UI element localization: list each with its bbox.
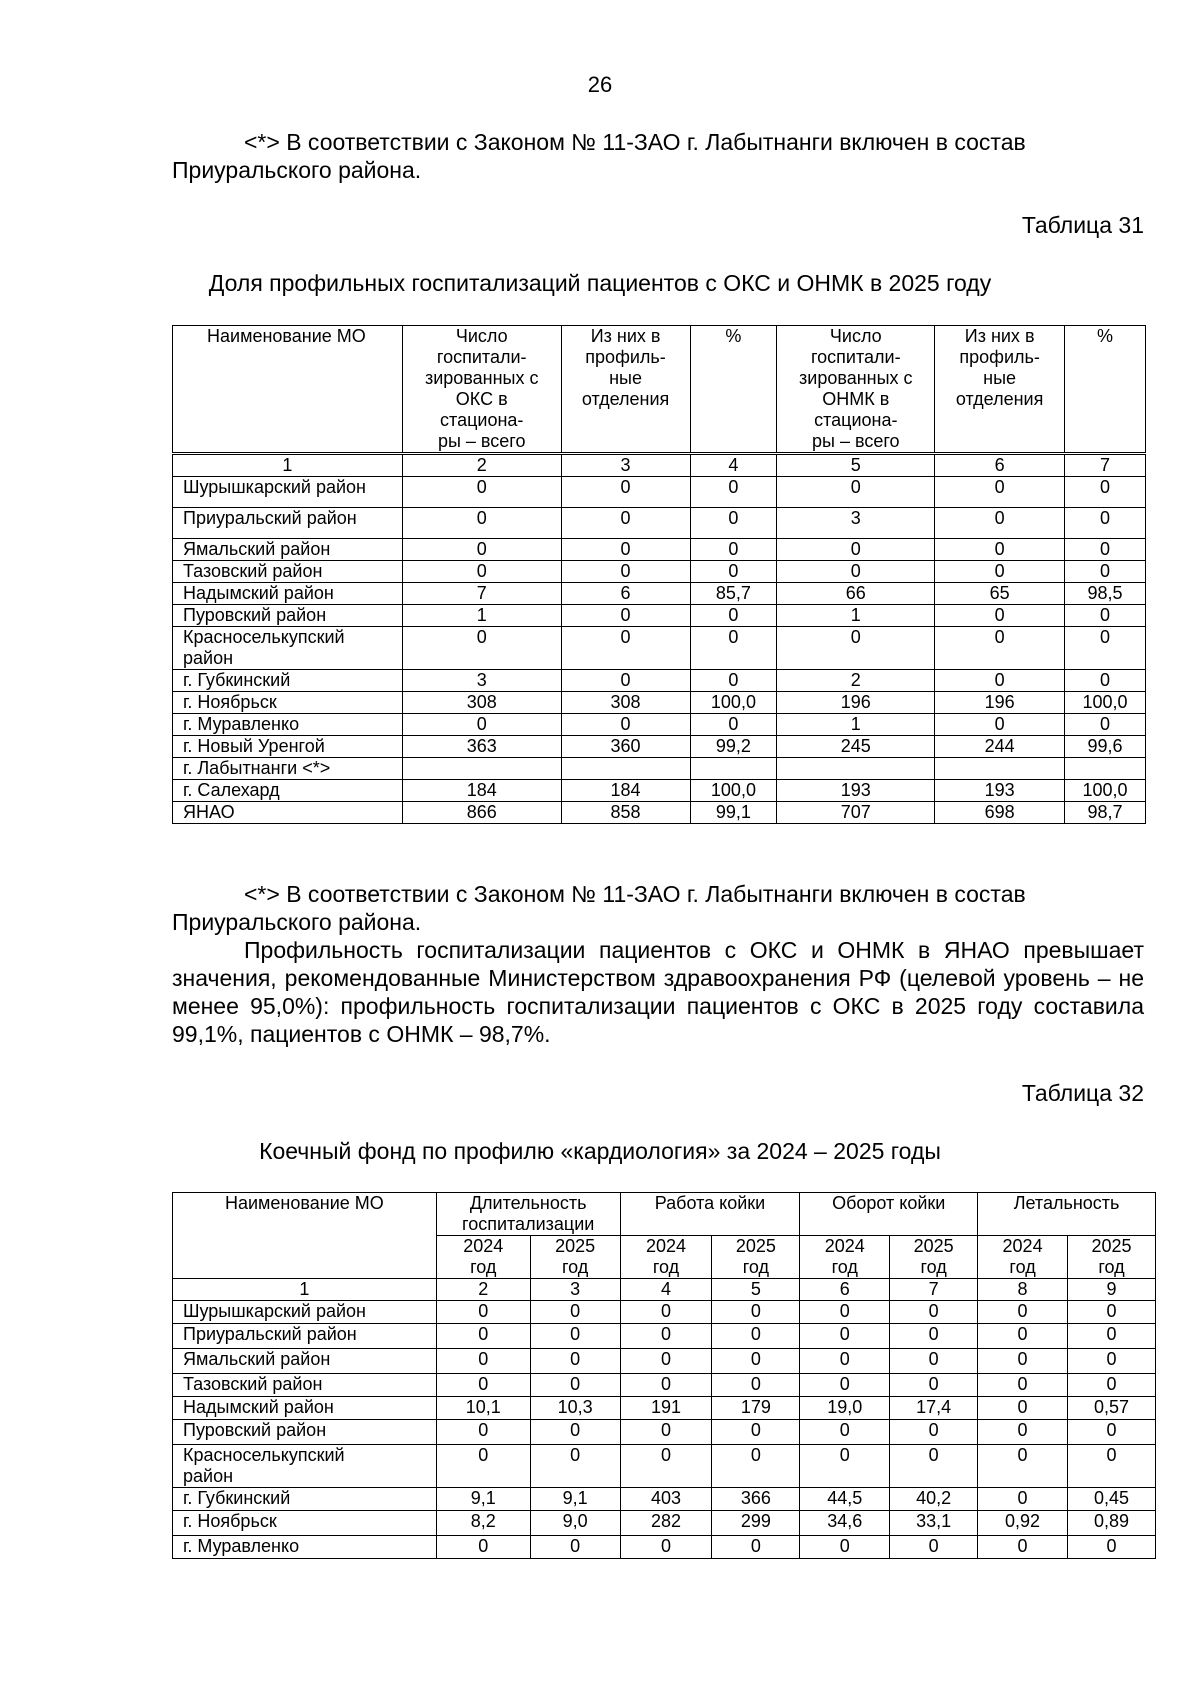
value-cell: 0,45	[1068, 1488, 1156, 1511]
table-header-cell: Из них в профиль- ные отделения	[935, 326, 1065, 454]
value-cell: 0	[935, 714, 1065, 736]
value-cell: 191	[620, 1397, 712, 1420]
value-cell	[690, 758, 777, 780]
mo-name-cell: Шурышкарский район	[173, 1301, 437, 1324]
value-cell: 0	[890, 1374, 978, 1397]
table-row	[173, 1397, 1156, 1420]
year-header-cell: 2025 год	[530, 1236, 620, 1279]
table-row	[173, 1301, 1156, 1324]
value-cell: 0	[978, 1420, 1068, 1445]
table-row	[173, 736, 1146, 758]
mo-name-cell: г. Новый Уренгой	[173, 736, 403, 758]
year-header-cell: 2025 год	[1068, 1236, 1156, 1279]
mo-name-cell: г. Губкинский	[173, 670, 403, 692]
table31-label: Таблица 31	[1021, 212, 1144, 238]
column-number-cell: 4	[620, 1279, 712, 1301]
value-cell: 0	[530, 1349, 620, 1374]
value-cell: 0	[530, 1536, 620, 1559]
value-cell: 0	[1065, 539, 1146, 561]
value-cell: 0	[800, 1420, 890, 1445]
value-cell: 0	[1065, 605, 1146, 627]
value-cell	[561, 758, 690, 780]
mo-name-cell: г. Ноябрьск	[173, 692, 403, 714]
group-header-cell: Длительность госпитализации	[436, 1193, 620, 1236]
value-cell: 0	[935, 627, 1065, 670]
mo-name-cell: Ямальский район	[173, 539, 403, 561]
column-number-row	[173, 454, 1146, 477]
value-cell: 244	[935, 736, 1065, 758]
column-number-cell: 5	[712, 1279, 800, 1301]
year-header-cell: 2024 год	[620, 1236, 712, 1279]
mo-name-cell: Красноселькупский район	[173, 627, 403, 670]
value-cell: 0	[402, 539, 561, 561]
value-cell: 0	[561, 670, 690, 692]
value-cell: 193	[777, 780, 935, 802]
value-cell: 0	[1068, 1349, 1156, 1374]
value-cell: 0	[436, 1374, 530, 1397]
value-cell: 0	[530, 1324, 620, 1349]
value-cell: 0	[436, 1324, 530, 1349]
year-header-cell: 2024 год	[978, 1236, 1068, 1279]
value-cell: 0	[890, 1301, 978, 1324]
value-cell: 866	[402, 802, 561, 824]
value-cell	[777, 758, 935, 780]
value-cell: 0	[935, 539, 1065, 561]
value-cell: 282	[620, 1511, 712, 1536]
value-cell: 0	[561, 508, 690, 539]
table-header-cell: Число госпитали- зированных с ОНМК в стациона- ры – всего	[777, 326, 935, 454]
value-cell: 0,89	[1068, 1511, 1156, 1536]
value-cell: 99,1	[690, 802, 777, 824]
footnote-2-line1: <*> В соответствии с Законом № 11-ЗАО г. Лабытнанги включен в состав	[244, 881, 1026, 907]
value-cell: 0	[777, 539, 935, 561]
value-cell: 245	[777, 736, 935, 758]
value-cell: 33,1	[890, 1511, 978, 1536]
value-cell: 7	[402, 583, 561, 605]
value-cell: 0	[1065, 714, 1146, 736]
value-cell: 0	[402, 508, 561, 539]
mo-name-cell: г. Салехард	[173, 780, 403, 802]
table-header-cell: Наименование МО	[173, 1193, 437, 1279]
value-cell: 9,1	[530, 1488, 620, 1511]
value-cell: 193	[935, 780, 1065, 802]
table-31	[172, 325, 1146, 824]
value-cell: 0	[1068, 1374, 1156, 1397]
table-31-body	[173, 326, 1146, 824]
value-cell: 707	[777, 802, 935, 824]
column-number-cell: 6	[800, 1279, 890, 1301]
analysis-paragraph	[172, 936, 1144, 1048]
mo-name-cell: г. Губкинский	[173, 1488, 437, 1511]
value-cell: 6	[561, 583, 690, 605]
table-row	[173, 477, 1146, 508]
value-cell: 65	[935, 583, 1065, 605]
value-cell: 0	[690, 714, 777, 736]
value-cell: 0	[436, 1536, 530, 1559]
value-cell: 0	[561, 561, 690, 583]
value-cell: 100,0	[690, 780, 777, 802]
value-cell: 0	[690, 477, 777, 508]
table-row	[173, 627, 1146, 670]
value-cell: 0	[935, 605, 1065, 627]
value-cell: 2	[777, 670, 935, 692]
value-cell: 0	[1065, 477, 1146, 508]
value-cell: 0	[935, 477, 1065, 508]
value-cell: 0	[800, 1301, 890, 1324]
value-cell: 0	[620, 1374, 712, 1397]
value-cell: 1	[777, 714, 935, 736]
value-cell: 0	[530, 1420, 620, 1445]
value-cell: 0	[620, 1536, 712, 1559]
value-cell: 3	[777, 508, 935, 539]
table32-title: Коечный фонд по профилю «кардиология» за 2024 – 2025 годы	[259, 1138, 941, 1164]
value-cell	[935, 758, 1065, 780]
value-cell: 0	[712, 1445, 800, 1488]
value-cell: 10,1	[436, 1397, 530, 1420]
value-cell: 1	[402, 605, 561, 627]
value-cell: 40,2	[890, 1488, 978, 1511]
value-cell: 98,7	[1065, 802, 1146, 824]
value-cell: 100,0	[690, 692, 777, 714]
value-cell: 0	[561, 477, 690, 508]
column-number-cell: 2	[436, 1279, 530, 1301]
mo-name-cell: Красноселькупский район	[173, 1445, 437, 1488]
value-cell: 44,5	[800, 1488, 890, 1511]
value-cell: 34,6	[800, 1511, 890, 1536]
year-header-cell: 2024 год	[436, 1236, 530, 1279]
value-cell: 0	[978, 1536, 1068, 1559]
mo-name-cell: г. Муравленко	[173, 714, 403, 736]
analysis-paragraph-text: Профильность госпитализации пациентов с ОКС и ОНМК в ЯНАО превышает значения, рекомендованные Министерством здравоохранения РФ (целевой уровень – не менее 95,0%): профильность госпитализации пациентов с ОКС в 2025 году составила 99,1%, пациентов с ОНМК – 98,7%.	[172, 937, 1144, 1047]
table-row	[173, 539, 1146, 561]
column-number-cell: 3	[530, 1279, 620, 1301]
value-cell: 0	[1068, 1536, 1156, 1559]
column-number-cell: 3	[561, 454, 690, 477]
value-cell: 308	[561, 692, 690, 714]
table-header-cell: %	[690, 326, 777, 454]
value-cell: 17,4	[890, 1397, 978, 1420]
value-cell: 0	[978, 1445, 1068, 1488]
value-cell: 0	[777, 477, 935, 508]
mo-name-cell: Тазовский район	[173, 1374, 437, 1397]
value-cell: 9,1	[436, 1488, 530, 1511]
value-cell: 0	[561, 627, 690, 670]
value-cell: 0	[890, 1349, 978, 1374]
mo-name-cell: ЯНАО	[173, 802, 403, 824]
value-cell: 196	[777, 692, 935, 714]
mo-name-cell: г. Лабытнанги <*>	[173, 758, 403, 780]
value-cell: 0	[800, 1324, 890, 1349]
value-cell: 0	[1065, 627, 1146, 670]
value-cell: 1	[777, 605, 935, 627]
value-cell: 0	[620, 1324, 712, 1349]
mo-name-cell: Надымский район	[173, 1397, 437, 1420]
group-header-cell: Летальность	[978, 1193, 1156, 1236]
value-cell: 0	[561, 605, 690, 627]
value-cell: 98,5	[1065, 583, 1146, 605]
value-cell: 0	[690, 561, 777, 583]
table-header-cell: Из них в профиль- ные отделения	[561, 326, 690, 454]
value-cell: 8,2	[436, 1511, 530, 1536]
mo-name-cell: Приуральский район	[173, 1324, 437, 1349]
value-cell: 0	[1068, 1420, 1156, 1445]
value-cell: 0	[620, 1420, 712, 1445]
mo-name-cell: Пуровский район	[173, 605, 403, 627]
value-cell: 0	[935, 670, 1065, 692]
column-number-cell: 8	[978, 1279, 1068, 1301]
value-cell: 0	[800, 1536, 890, 1559]
value-cell: 85,7	[690, 583, 777, 605]
mo-name-cell: Шурышкарский район	[173, 477, 403, 508]
value-cell: 0	[1065, 561, 1146, 583]
value-cell: 0	[690, 508, 777, 539]
value-cell	[1065, 758, 1146, 780]
mo-name-cell: Ямальский район	[173, 1349, 437, 1374]
value-cell: 0	[800, 1374, 890, 1397]
value-cell: 0	[890, 1324, 978, 1349]
value-cell: 0	[1068, 1301, 1156, 1324]
value-cell: 0	[1065, 508, 1146, 539]
column-number-cell: 9	[1068, 1279, 1156, 1301]
year-header-cell: 2025 год	[712, 1236, 800, 1279]
table-header-row	[173, 326, 1146, 454]
column-number-cell: 5	[777, 454, 935, 477]
table-row	[173, 583, 1146, 605]
value-cell: 0	[777, 627, 935, 670]
value-cell: 0	[690, 605, 777, 627]
value-cell: 0	[800, 1349, 890, 1374]
value-cell: 0	[690, 670, 777, 692]
table31-title: Доля профильных госпитализаций пациентов с ОКС и ОНМК в 2025 году	[208, 270, 992, 296]
value-cell: 100,0	[1065, 692, 1146, 714]
value-cell: 10,3	[530, 1397, 620, 1420]
value-cell: 0	[890, 1420, 978, 1445]
value-cell: 0	[978, 1349, 1068, 1374]
table-row	[173, 508, 1146, 539]
value-cell: 0	[712, 1374, 800, 1397]
table-row	[173, 780, 1146, 802]
value-cell: 0	[890, 1445, 978, 1488]
value-cell: 0	[620, 1301, 712, 1324]
table-header-row	[173, 1193, 1156, 1236]
table-row	[173, 1488, 1156, 1511]
mo-name-cell: Пуровский район	[173, 1420, 437, 1445]
column-number-cell: 6	[935, 454, 1065, 477]
value-cell: 0	[935, 508, 1065, 539]
footnote-1	[172, 128, 1144, 184]
value-cell: 403	[620, 1488, 712, 1511]
table-row	[173, 1445, 1156, 1488]
value-cell: 0	[436, 1301, 530, 1324]
value-cell: 0	[530, 1445, 620, 1488]
table-row	[173, 1511, 1156, 1536]
table-row	[173, 758, 1146, 780]
value-cell: 0,92	[978, 1511, 1068, 1536]
value-cell: 0	[561, 714, 690, 736]
value-cell: 366	[712, 1488, 800, 1511]
value-cell: 0	[690, 627, 777, 670]
column-number-cell: 7	[1065, 454, 1146, 477]
mo-name-cell: Приуральский район	[173, 508, 403, 539]
table-row	[173, 670, 1146, 692]
mo-name-cell: г. Ноябрьск	[173, 1511, 437, 1536]
value-cell: 0	[1068, 1445, 1156, 1488]
footnote-2	[172, 880, 1144, 936]
value-cell: 0	[436, 1349, 530, 1374]
value-cell: 0	[620, 1349, 712, 1374]
value-cell	[402, 758, 561, 780]
value-cell: 0	[978, 1397, 1068, 1420]
value-cell: 0	[777, 561, 935, 583]
value-cell: 0	[402, 714, 561, 736]
value-cell: 66	[777, 583, 935, 605]
year-header-cell: 2025 год	[890, 1236, 978, 1279]
value-cell: 0	[436, 1420, 530, 1445]
value-cell: 0	[935, 561, 1065, 583]
table-row	[173, 1536, 1156, 1559]
footnote-2-line2: Приуральского района.	[172, 909, 422, 935]
mo-name-cell: Тазовский район	[173, 561, 403, 583]
value-cell: 0	[436, 1445, 530, 1488]
value-cell: 19,0	[800, 1397, 890, 1420]
group-header-cell: Работа койки	[620, 1193, 800, 1236]
value-cell: 0	[402, 477, 561, 508]
table-header-cell: Число госпитали- зированных с ОКС в стациона- ры – всего	[402, 326, 561, 454]
column-number-cell: 1	[173, 1279, 437, 1301]
value-cell: 0	[1065, 670, 1146, 692]
page-number: 26	[587, 72, 613, 97]
value-cell: 698	[935, 802, 1065, 824]
table-row	[173, 1324, 1156, 1349]
column-number-row	[173, 1279, 1156, 1301]
value-cell: 9,0	[530, 1511, 620, 1536]
table-header-cell: %	[1065, 326, 1146, 454]
table-row	[173, 802, 1146, 824]
footnote-1-line2: Приуральского района.	[172, 157, 422, 183]
value-cell: 3	[402, 670, 561, 692]
value-cell: 299	[712, 1511, 800, 1536]
table32-label: Таблица 32	[1021, 1080, 1144, 1106]
value-cell: 0	[530, 1301, 620, 1324]
value-cell: 0	[712, 1301, 800, 1324]
value-cell: 0	[402, 561, 561, 583]
value-cell: 0	[690, 539, 777, 561]
table-row	[173, 605, 1146, 627]
value-cell: 0	[620, 1445, 712, 1488]
table-row	[173, 1374, 1156, 1397]
value-cell: 0	[978, 1488, 1068, 1511]
value-cell: 196	[935, 692, 1065, 714]
value-cell: 0	[712, 1349, 800, 1374]
value-cell: 100,0	[1065, 780, 1146, 802]
value-cell: 99,2	[690, 736, 777, 758]
table-row	[173, 561, 1146, 583]
value-cell: 0	[978, 1301, 1068, 1324]
value-cell: 363	[402, 736, 561, 758]
value-cell: 0	[712, 1324, 800, 1349]
value-cell: 0	[402, 627, 561, 670]
column-number-cell: 7	[890, 1279, 978, 1301]
value-cell: 0	[561, 539, 690, 561]
value-cell: 0	[712, 1420, 800, 1445]
column-number-cell: 4	[690, 454, 777, 477]
value-cell: 184	[561, 780, 690, 802]
footnote-1-line1: <*> В соответствии с Законом № 11-ЗАО г. Лабытнанги включен в состав	[244, 129, 1026, 155]
table-row	[173, 1349, 1156, 1374]
value-cell: 184	[402, 780, 561, 802]
value-cell: 858	[561, 802, 690, 824]
value-cell: 0,57	[1068, 1397, 1156, 1420]
value-cell: 360	[561, 736, 690, 758]
value-cell: 308	[402, 692, 561, 714]
mo-name-cell: Надымский район	[173, 583, 403, 605]
table-row	[173, 714, 1146, 736]
value-cell: 0	[890, 1536, 978, 1559]
value-cell: 179	[712, 1397, 800, 1420]
group-header-cell: Оборот койки	[800, 1193, 978, 1236]
table-32	[172, 1192, 1156, 1559]
value-cell: 0	[800, 1445, 890, 1488]
table-row	[173, 692, 1146, 714]
value-cell: 0	[978, 1324, 1068, 1349]
year-header-cell: 2024 год	[800, 1236, 890, 1279]
value-cell: 0	[1068, 1324, 1156, 1349]
value-cell: 0	[978, 1374, 1068, 1397]
value-cell: 0	[530, 1374, 620, 1397]
table-row	[173, 1420, 1156, 1445]
value-cell: 0	[712, 1536, 800, 1559]
mo-name-cell: г. Муравленко	[173, 1536, 437, 1559]
column-number-cell: 2	[402, 454, 561, 477]
table-32-body	[173, 1193, 1156, 1559]
value-cell: 99,6	[1065, 736, 1146, 758]
table-header-cell: Наименование МО	[173, 326, 403, 454]
column-number-cell: 1	[173, 454, 403, 477]
